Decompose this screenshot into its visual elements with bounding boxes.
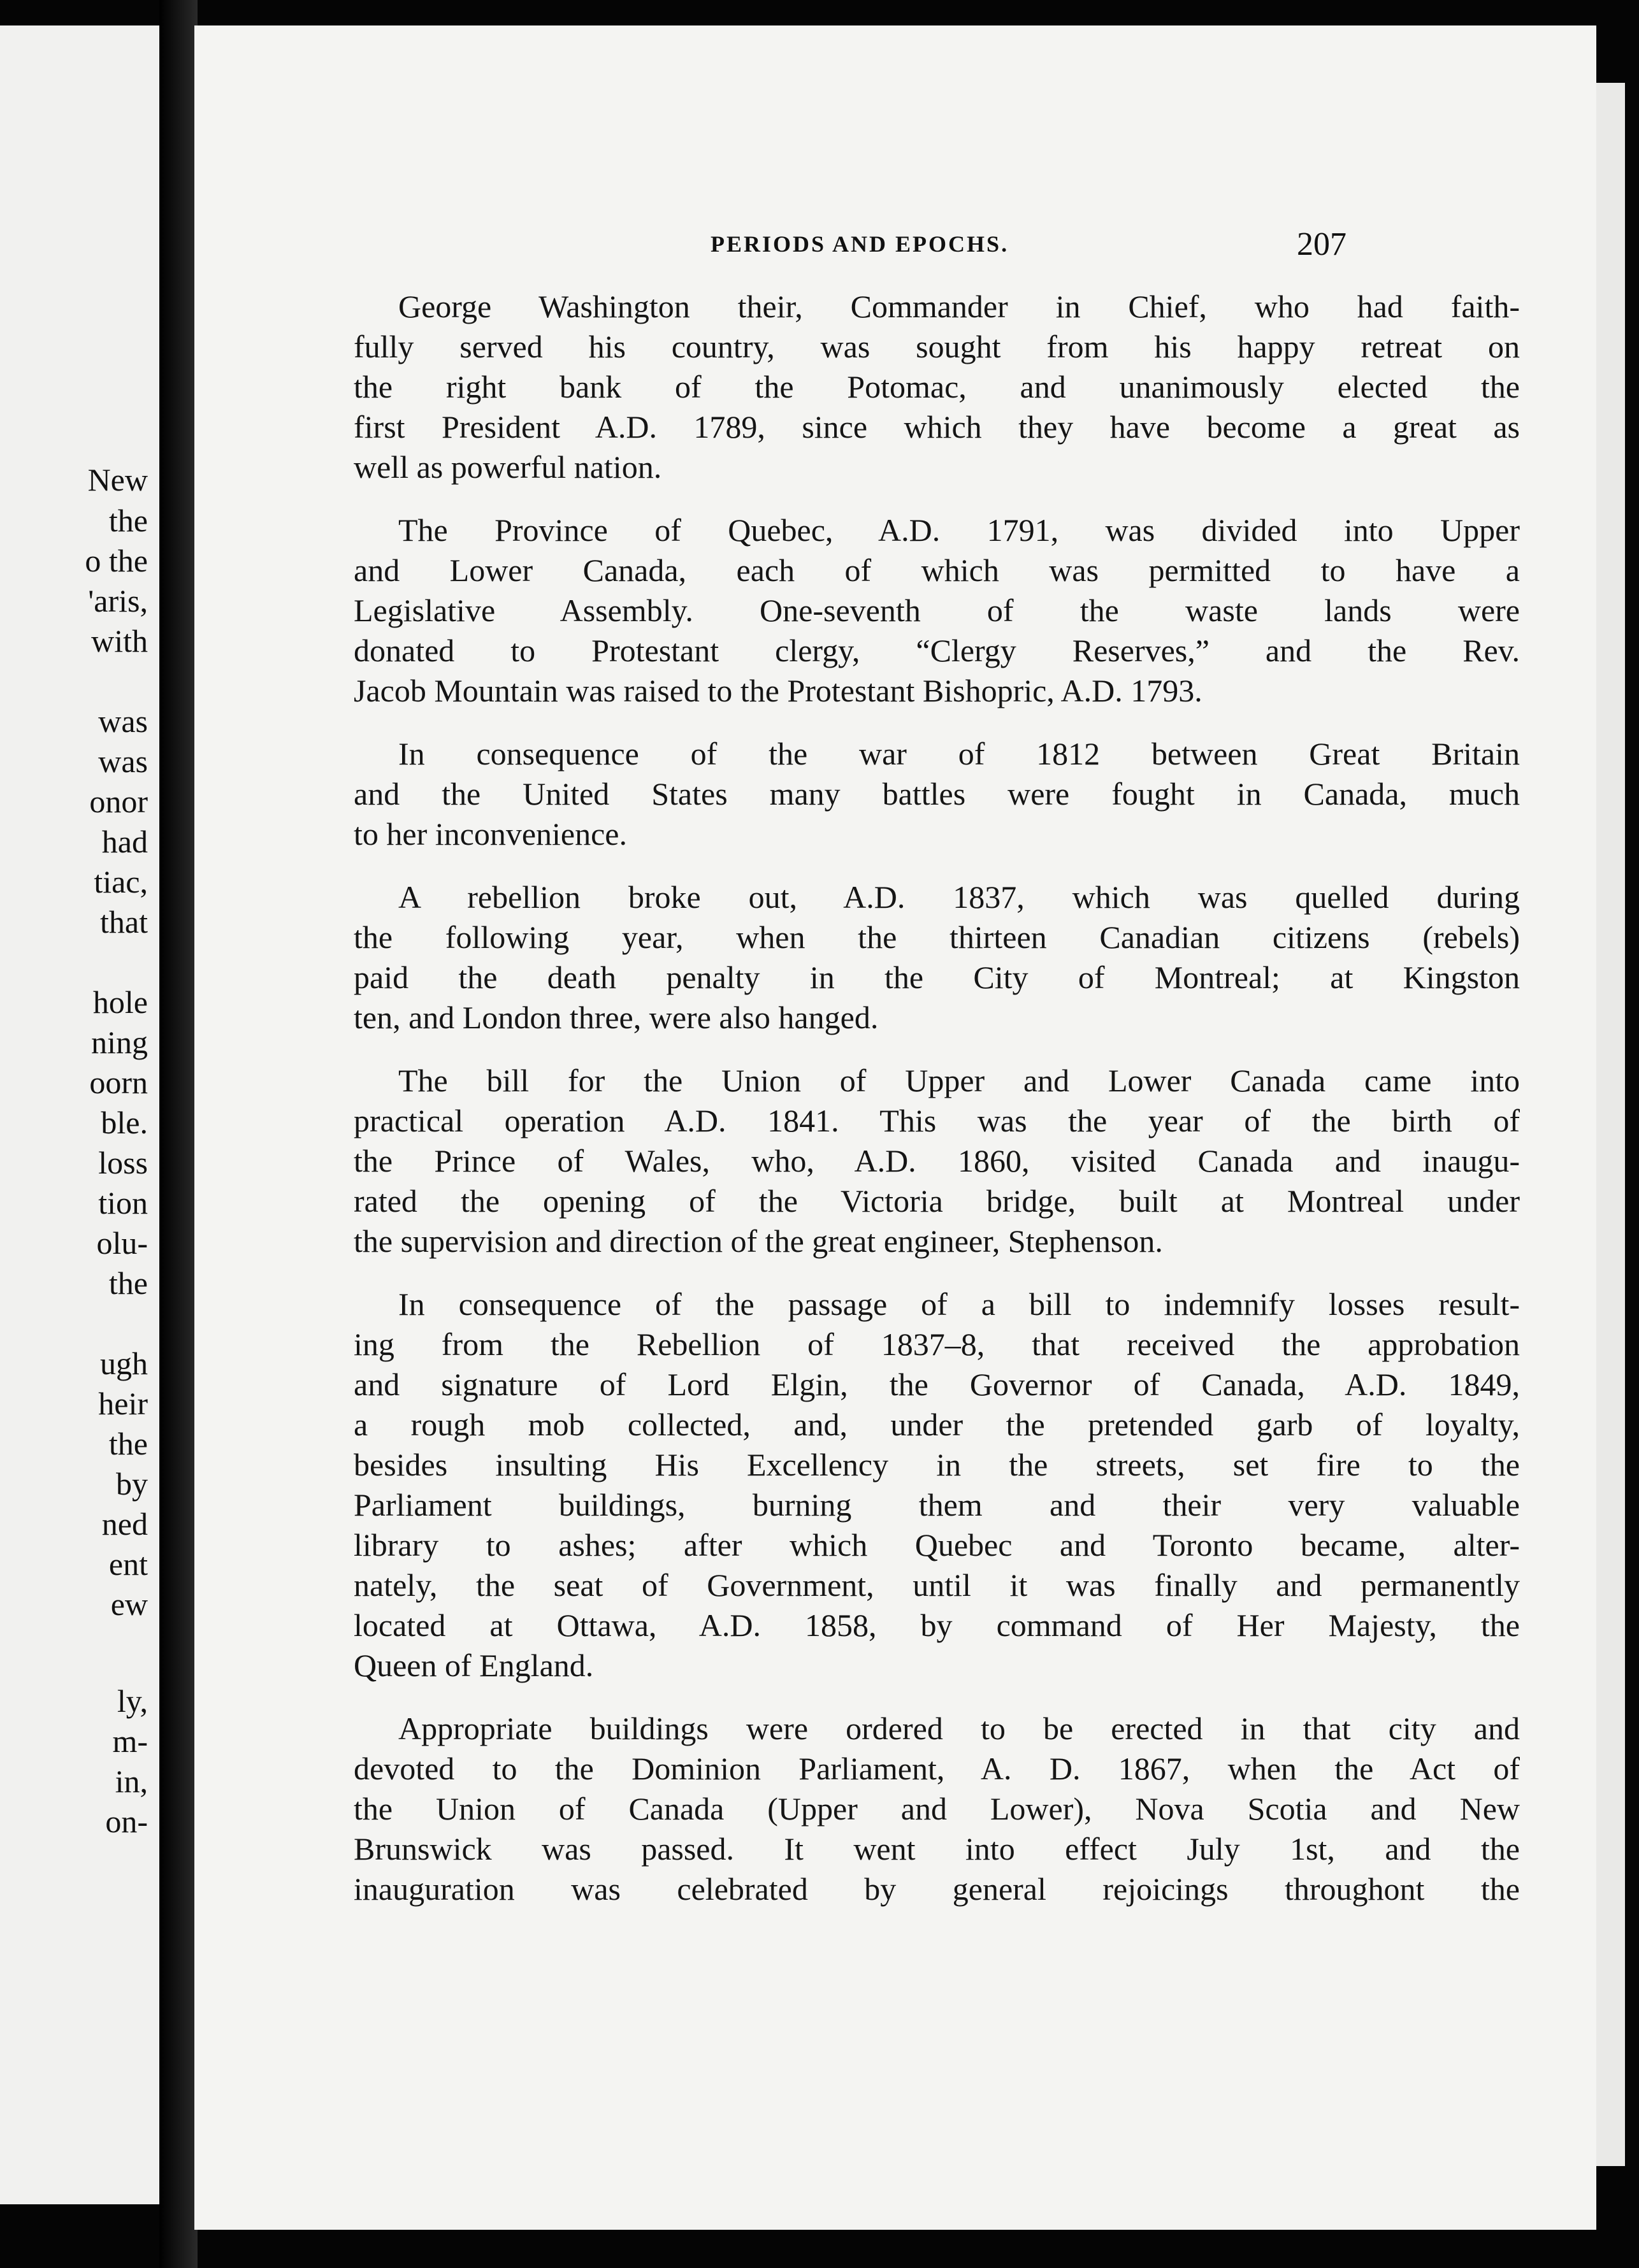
left-page-fragment: ew — [110, 1586, 148, 1622]
left-page-fragment: New — [87, 462, 148, 498]
left-page-fragment: oorn — [89, 1065, 148, 1100]
text-line: Appropriate buildings were ordered to be erected in that city and — [398, 1711, 1520, 1746]
text-line: well as powerful nation. — [354, 449, 662, 485]
left-page-fragment: olu- — [96, 1225, 148, 1261]
left-page-fragment: with — [91, 623, 148, 659]
left-page-fragment: the — [108, 1426, 148, 1461]
text-line: devoted to the Dominion Parliament, A. D. 1867, when the Act of — [354, 1751, 1520, 1786]
paragraph-washington — [354, 287, 1520, 487]
text-line: Jacob Mountain was raised to the Protestant Bishopric, A.D. 1793. — [354, 673, 1202, 708]
paragraph-rebellion — [354, 877, 1520, 1038]
text-line: fully served his country, was sought from his happy retreat on — [354, 329, 1520, 364]
paragraph-indemnity-bill — [354, 1284, 1520, 1686]
left-page-fragment: tion — [98, 1185, 148, 1221]
text-line: the supervision and direction of the great engineer, Stephenson. — [354, 1223, 1163, 1259]
paragraph-dominion-parliament — [354, 1709, 1520, 1909]
text-line: Legislative Assembly. One-seventh of the waste lands were — [354, 592, 1520, 628]
left-page-fragment: ugh — [100, 1346, 148, 1381]
paragraph-war-1812 — [354, 734, 1520, 854]
text-line: paid the death penalty in the City of Montreal; at Kingston — [354, 959, 1520, 995]
left-page-fragment: heir — [98, 1386, 148, 1421]
text-line: ten, and London three, were also hanged. — [354, 1000, 879, 1035]
left-page-fragment: tiac, — [94, 864, 148, 900]
left-page-fragment: ent — [108, 1546, 148, 1582]
text-line: located at Ottawa, A.D. 1858, by command of Her Majesty, the — [354, 1607, 1520, 1643]
text-line: In consequence of the war of 1812 between Great Britain — [398, 736, 1520, 772]
text-line: practical operation A.D. 1841. This was the year of the birth of — [354, 1103, 1520, 1138]
left-page-fragment: the — [108, 1265, 148, 1301]
left-page-fragment: ly, — [117, 1683, 148, 1719]
page-edge — [1593, 83, 1625, 2166]
text-line: rated the opening of the Victoria bridge, built at Montreal under — [354, 1183, 1520, 1219]
text-line: Brunswick was passed. It went into effect July 1st, and the — [354, 1831, 1520, 1867]
left-page-fragment: in, — [115, 1763, 148, 1799]
left-page-fragment: loss — [98, 1145, 148, 1181]
text-line: inauguration was celebrated by general rejoicings throughont the — [354, 1871, 1520, 1907]
paragraph-union — [354, 1061, 1520, 1261]
text-line: Parliament buildings, burning them and their very valuable — [354, 1487, 1520, 1523]
left-page-fragment: on- — [105, 1804, 148, 1839]
left-page-fragment: 'aris, — [88, 583, 148, 619]
left-page-fragment: that — [100, 904, 148, 940]
text-line: ing from the Rebellion of 1837–8, that received the approbation — [354, 1326, 1520, 1362]
left-page-fragment: was — [98, 743, 148, 779]
text-line: In consequence of the passage of a bill to indemnify losses result- — [398, 1286, 1520, 1322]
left-page-fragment: ning — [91, 1024, 148, 1060]
text-line: the Union of Canada (Upper and Lower), Nova Scotia and New — [354, 1791, 1520, 1827]
text-line: the following year, when the thirteen Canadian citizens (rebels) — [354, 919, 1520, 955]
text-line: to her inconvenience. — [354, 816, 627, 852]
text-line: a rough mob collected, and, under the pretended garb of loyalty, — [354, 1407, 1520, 1442]
left-page-fragment: o the — [85, 543, 148, 578]
text-line: nately, the seat of Government, until it was finally and permanently — [354, 1567, 1520, 1603]
text-line: first President A.D. 1789, since which they have become a great as — [354, 409, 1520, 445]
paragraph-quebec — [354, 510, 1520, 711]
text-line: and Lower Canada, each of which was permitted to have a — [354, 552, 1520, 588]
text-line: The bill for the Union of Upper and Lower Canada came into — [398, 1063, 1520, 1098]
text-line: A rebellion broke out, A.D. 1837, which was quelled during — [398, 879, 1520, 915]
left-facing-page — [0, 25, 159, 2204]
book-gutter — [159, 0, 198, 2268]
text-line: library to ashes; after which Quebec and Toronto became, alter- — [354, 1527, 1520, 1563]
text-line: besides insulting His Excellency in the streets, set fire to the — [354, 1447, 1520, 1482]
text-line: and signature of Lord Elgin, the Governor of Canada, A.D. 1849, — [354, 1367, 1520, 1402]
text-line: George Washington their, Commander in Chief, who had faith- — [398, 289, 1520, 324]
text-line: The Province of Quebec, A.D. 1791, was divided into Upper — [398, 512, 1520, 548]
book-page — [194, 25, 1596, 2230]
left-page-fragment: was — [98, 703, 148, 739]
left-page-fragment: ned — [101, 1506, 148, 1542]
left-page-fragment: hole — [92, 984, 148, 1020]
text-line: and the United States many battles were fought in Canada, much — [354, 776, 1520, 812]
left-page-fragment: ble. — [101, 1105, 148, 1140]
page-number: 207 — [1297, 226, 1347, 262]
text-line: the Prince of Wales, who, A.D. 1860, visited Canada and inaugu- — [354, 1143, 1520, 1179]
left-page-fragment: m- — [112, 1723, 148, 1759]
left-page-fragment: onor — [89, 784, 148, 819]
text-line: the right bank of the Potomac, and unanimously elected the — [354, 369, 1520, 405]
page-body — [354, 287, 1520, 1932]
left-page-fragment: by — [116, 1466, 148, 1502]
page-header — [194, 226, 1596, 269]
text-line: Queen of England. — [354, 1647, 594, 1683]
running-head: PERIODS AND EPOCHS. — [711, 231, 1009, 257]
left-page-fragment: had — [101, 824, 148, 859]
text-line: donated to Protestant clergy, “Clergy Reserves,” and the Rev. — [354, 633, 1520, 668]
left-page-fragment: the — [108, 503, 148, 538]
